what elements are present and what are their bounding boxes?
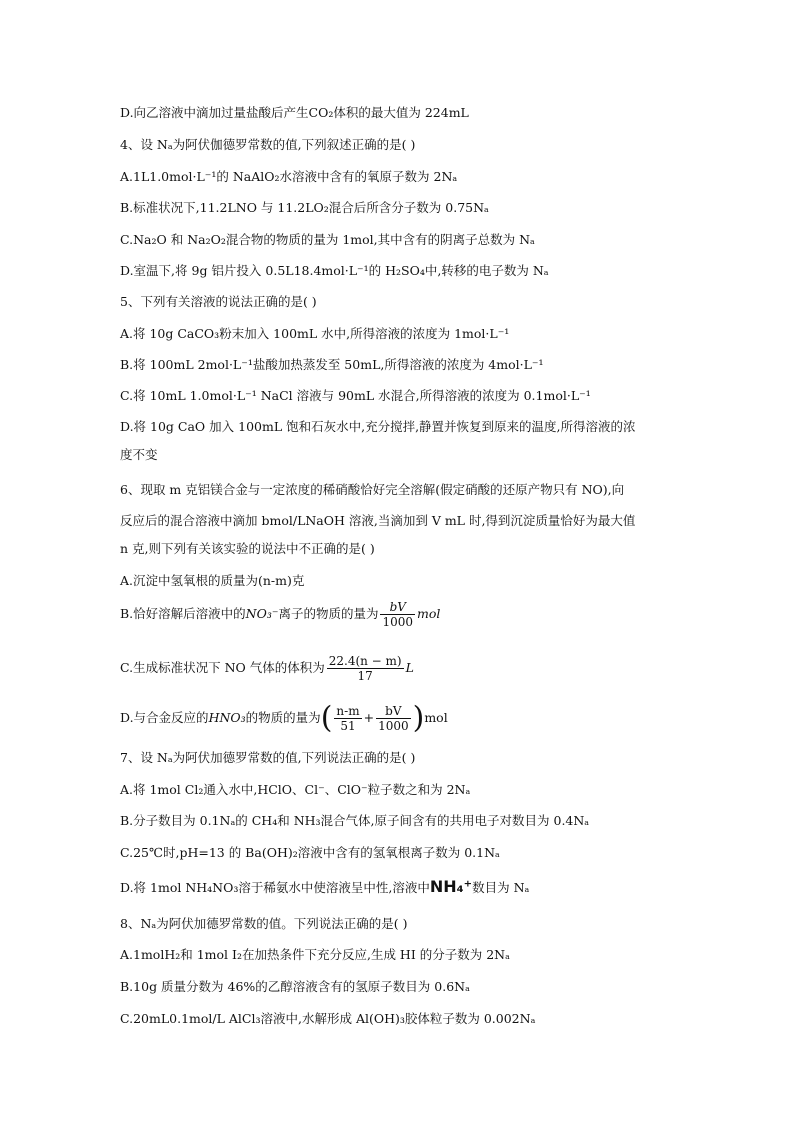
option-8c: C.20mL0.1mol/L AlCl₃溶液中,水解形成 Al(OH)₃胶体粒子数为 0.002Nₐ [120, 1011, 536, 1026]
fraction-denominator: 1000 [382, 615, 414, 629]
question-5: 5、下列有关溶液的说法正确的是( ) [120, 294, 317, 309]
option-8a: A.1molH₂和 1mol I₂在加热条件下充分反应,生成 HI 的分子数为 2Nₐ [120, 947, 510, 962]
option-7c: C.25℃时,pH=13 的 Ba(OH)₂溶液中含有的氢氧根离子数为 0.1Nₐ [120, 845, 500, 860]
option-6d-text: D.与合金反应的 [120, 710, 209, 725]
option-4b: B.标准状况下,11.2LNO 与 11.2LO₂混合后所含分子数为 0.75Nₐ [120, 200, 489, 215]
question-7: 7、设 Nₐ为阿伏加德罗常数的值,下列说法正确的是( ) [120, 750, 416, 765]
right-paren: ) [412, 700, 425, 736]
fraction-nm-51 [334, 704, 361, 733]
nitrate-ion: NO₃⁻ [245, 606, 279, 621]
fraction-bv-1000 [380, 600, 415, 629]
option-5d: D.将 10g CaO 加入 100mL 饱和石灰水中,充分搅拌,静置并恢复到原来的温度,所得溶液的浓 [120, 419, 636, 434]
option-6c [120, 654, 414, 683]
option-7d [120, 878, 529, 897]
option-5b: B.将 100mL 2mol·L⁻¹盐酸加热蒸发至 50mL,所得溶液的浓度为 4mol·L⁻¹ [120, 357, 544, 372]
left-paren: ( [320, 700, 333, 736]
option-6a: A.沉淀中氢氧根的质量为(n-m)克 [120, 573, 305, 588]
question-4: 4、设 Nₐ为阿伏伽德罗常数的值,下列叙述正确的是( ) [120, 137, 416, 152]
option-7d-text2: 数目为 Nₐ [472, 880, 530, 895]
option-6b-text: B.恰好溶解后溶液中的 [120, 606, 246, 621]
option-4c: C.Na₂O 和 Na₂O₂混合物的物质的量为 1mol,其中含有的阴离子总数为 Nₐ [120, 232, 535, 247]
option-8b: B.10g 质量分数为 46%的乙醇溶液含有的氢原子数目为 0.6Nₐ [120, 979, 470, 994]
option-6b-text2: 离子的物质的量为 [278, 606, 379, 621]
option-6c-text: C.生成标准状况下 NO 气体的体积为 [120, 660, 325, 675]
unit-l: L [405, 660, 414, 675]
option-7d-text: D.将 1mol NH₄NO₃溶于稀氨水中使溶液呈中性,溶液中 [120, 880, 430, 895]
nitric-acid: HNO₃ [208, 710, 246, 725]
unit-mol-2: mol [424, 710, 448, 725]
fraction-bv-1000-b [376, 704, 411, 733]
fraction-numerator: 22.4(n − m) [328, 654, 402, 668]
fraction-numerator: bV [385, 704, 402, 718]
option-3d: D.向乙溶液中滴加过量盐酸后产生CO₂体积的最大值为 224mL [120, 105, 469, 120]
fraction-denominator: 17 [327, 668, 404, 683]
fraction-denominator: 51 [334, 718, 361, 733]
plus-sign: + [363, 710, 375, 725]
fraction-numerator: n-m [336, 704, 360, 718]
question-6: 6、现取 m 克铝镁合金与一定浓度的稀硝酸恰好完全溶解(假定硝酸的还原产物只有 NO),向 [120, 482, 625, 497]
option-7a: A.将 1mol Cl₂通入水中,HClO、Cl⁻、ClO⁻粒子数之和为 2Nₐ [120, 782, 471, 797]
option-6d [120, 700, 448, 736]
ammonium-ion: NH₄⁺ [429, 877, 473, 896]
option-5d-cont: 度不变 [120, 447, 158, 462]
fraction-numerator: bV [389, 600, 406, 614]
option-6d-text2: 的物质的量为 [245, 710, 321, 725]
question-6-cont: 反应后的混合溶液中滴加 bmol/LNaOH 溶液,当滴加到 V mL 时,得到沉淀质量恰好为最大值 [120, 513, 636, 528]
option-6b [120, 600, 440, 629]
question-6-cont2: n 克,则下列有关该实验的说法中不正确的是( ) [120, 541, 375, 556]
option-4d: D.室温下,将 9g 铝片投入 0.5L18.4mol·L⁻¹的 H₂SO₄中,转移的电子数为 Nₐ [120, 263, 549, 278]
question-8: 8、Nₐ为阿伏加德罗常数的值。下列说法正确的是( ) [120, 916, 408, 931]
fraction-volume [327, 654, 404, 683]
option-5c: C.将 10mL 1.0mol·L⁻¹ NaCl 溶液与 90mL 水混合,所得溶液的浓度为 0.1mol·L⁻¹ [120, 388, 591, 403]
fraction-denominator: 1000 [378, 719, 409, 733]
option-7b: B.分子数目为 0.1Nₐ的 CH₄和 NH₃混合气体,原子间含有的共用电子对数目为 0.4Nₐ [120, 813, 590, 828]
unit-mol: mol [417, 606, 441, 621]
option-5a: A.将 10g CaCO₃粉末加入 100mL 水中,所得溶液的浓度为 1mol·L⁻¹ [120, 326, 510, 341]
option-4a: A.1L1.0mol·L⁻¹的 NaAlO₂水溶液中含有的氧原子数为 2Nₐ [120, 169, 458, 184]
